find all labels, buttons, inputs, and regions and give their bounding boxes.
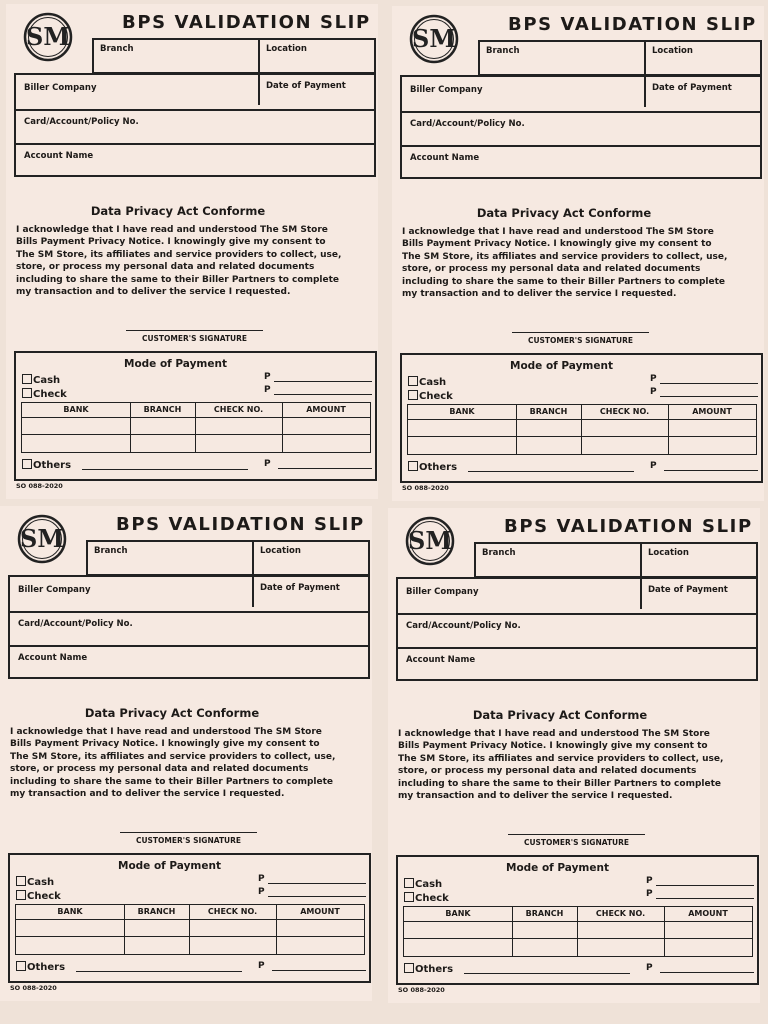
privacy-text: I acknowledge that I have read and understood The SM Store Bills Payment Privacy Notice. I knowingly give my consent to The SM Store, its affiliates and service providers to collect, use, store, or process my personal data and related documents including to share the same to their Biller Partners to complete my transaction and to deliver the service I requested.: [10, 727, 336, 800]
col-branch: BRANCH: [143, 405, 182, 414]
cash-option[interactable]: Cash: [16, 876, 54, 888]
signature-line[interactable]: [508, 834, 645, 835]
col-bank: BANK: [449, 407, 475, 416]
col-branch: BRANCH: [525, 909, 564, 918]
cash-checkbox[interactable]: [404, 878, 414, 888]
check-option[interactable]: Check: [408, 390, 453, 402]
slip-title: BPS VALIDATION SLIP: [508, 14, 757, 35]
signature-line[interactable]: [512, 332, 649, 333]
check-amount-line[interactable]: [656, 898, 754, 899]
form-code: SO 088-2020: [402, 484, 449, 492]
col-bank: BANK: [445, 909, 471, 918]
col-check-no: CHECK NO.: [599, 407, 650, 416]
location-field[interactable]: Location: [260, 546, 301, 556]
cash-option[interactable]: Cash: [22, 374, 60, 386]
privacy-text: I acknowledge that I have read and understood The SM Store Bills Payment Privacy Notice. I knowingly give my consent to The SM Store, its affiliates and service providers to collect, use, store, or process my personal data and related documents including to share the same to their Biller Partners to complete my transaction and to deliver the service I requested.: [402, 227, 728, 300]
validation-slip-4: [388, 508, 760, 1003]
signature-label: CUSTOMER'S SIGNATURE: [135, 836, 242, 845]
check-details-table: [21, 402, 371, 453]
signature-line[interactable]: [120, 832, 257, 833]
others-amount-line[interactable]: [660, 972, 754, 973]
others-checkbox[interactable]: [22, 459, 32, 469]
cash-option[interactable]: Cash: [404, 878, 442, 890]
col-check-no: CHECK NO.: [595, 909, 646, 918]
svg-text:SM: SM: [26, 22, 70, 51]
check-amount-line[interactable]: [274, 394, 372, 395]
others-option[interactable]: Others: [16, 961, 65, 973]
biller-details-box: [8, 575, 370, 679]
others-amount-line[interactable]: [664, 470, 758, 471]
mode-of-payment-title: Mode of Payment: [510, 360, 613, 372]
mode-of-payment-title: Mode of Payment: [118, 860, 221, 872]
mode-of-payment-title: Mode of Payment: [124, 358, 227, 370]
col-bank: BANK: [57, 907, 83, 916]
card-account-field[interactable]: Card/Account/Policy No.: [406, 621, 521, 631]
others-description-line[interactable]: [468, 471, 634, 472]
location-field[interactable]: Location: [266, 44, 307, 54]
col-check-no: CHECK NO.: [213, 405, 264, 414]
mode-of-payment-title: Mode of Payment: [506, 862, 609, 874]
others-description-line[interactable]: [464, 973, 630, 974]
biller-company-field[interactable]: Biller Company: [410, 85, 483, 95]
signature-line[interactable]: [126, 330, 263, 331]
biller-company-field[interactable]: Biller Company: [406, 587, 479, 597]
account-name-field[interactable]: Account Name: [18, 653, 88, 663]
branch-location-box: [478, 40, 762, 76]
check-details-table: [407, 404, 757, 455]
col-amount: AMOUNT: [688, 909, 728, 918]
check-amount-line[interactable]: [268, 896, 366, 897]
branch-location-box: [86, 540, 370, 576]
date-of-payment-field[interactable]: Date of Payment: [260, 583, 340, 593]
card-account-field[interactable]: Card/Account/Policy No.: [24, 117, 139, 127]
form-code: SO 088-2020: [398, 986, 445, 994]
signature-label: CUSTOMER'S SIGNATURE: [141, 334, 248, 343]
mode-of-payment-box: Mode of Payment Cash Check P P BANK BRANCH CHECK NO. AMOUNT Others P: [8, 853, 371, 983]
biller-details-box: [400, 75, 762, 179]
sm-logo-icon: [405, 516, 455, 566]
others-description-line[interactable]: [82, 469, 248, 470]
location-field[interactable]: Location: [648, 548, 689, 558]
cash-option[interactable]: Cash: [408, 376, 446, 388]
col-amount: AMOUNT: [300, 907, 340, 916]
validation-slip-3: [0, 506, 372, 1001]
col-branch: BRANCH: [529, 407, 568, 416]
slip-title: BPS VALIDATION SLIP: [504, 516, 753, 537]
privacy-title: Data Privacy Act Conforme: [90, 204, 266, 218]
biller-details-box: [396, 577, 758, 681]
cash-amount-line[interactable]: [274, 381, 372, 382]
others-checkbox[interactable]: [404, 963, 414, 973]
others-checkbox[interactable]: [16, 961, 26, 971]
check-amount-line[interactable]: [660, 396, 758, 397]
check-checkbox[interactable]: [16, 890, 26, 900]
cash-checkbox[interactable]: [16, 876, 26, 886]
branch-field[interactable]: Branch: [482, 548, 516, 558]
date-of-payment-field[interactable]: Date of Payment: [652, 83, 732, 93]
form-code: SO 088-2020: [10, 984, 57, 992]
col-branch: BRANCH: [137, 907, 176, 916]
check-checkbox[interactable]: [408, 390, 418, 400]
others-option[interactable]: Others: [408, 461, 457, 473]
col-amount: AMOUNT: [692, 407, 732, 416]
location-field[interactable]: Location: [652, 46, 693, 56]
card-account-field[interactable]: Card/Account/Policy No.: [18, 619, 133, 629]
validation-slip-2: [392, 6, 764, 501]
date-of-payment-field[interactable]: Date of Payment: [648, 585, 728, 595]
mode-of-payment-box: Mode of Payment Cash Check P P BANK BRANCH CHECK NO. AMOUNT Others P: [396, 855, 759, 985]
sm-logo-icon: [409, 14, 459, 64]
cash-checkbox[interactable]: [408, 376, 418, 386]
check-option[interactable]: Check: [16, 890, 61, 902]
signature-label: CUSTOMER'S SIGNATURE: [527, 336, 634, 345]
cash-amount-line[interactable]: [656, 885, 754, 886]
col-check-no: CHECK NO.: [207, 907, 258, 916]
mode-of-payment-box: Mode of Payment Cash Check P P BANK BRANCH CHECK NO. AMOUNT Others P: [14, 351, 377, 481]
branch-location-box: [92, 38, 376, 74]
col-bank: BANK: [63, 405, 89, 414]
others-description-line[interactable]: [76, 971, 242, 972]
others-option[interactable]: Others: [22, 459, 71, 471]
check-details-table: [403, 906, 753, 957]
privacy-text: I acknowledge that I have read and understood The SM Store Bills Payment Privacy Notice. I knowingly give my consent to The SM Store, its affiliates and service providers to collect, use, store, or process my personal data and related documents including to share the same to their Biller Partners to complete my transaction and to deliver the service I requested.: [16, 225, 342, 298]
privacy-title: Data Privacy Act Conforme: [472, 708, 648, 722]
privacy-title: Data Privacy Act Conforme: [84, 706, 260, 720]
privacy-text: I acknowledge that I have read and understood The SM Store Bills Payment Privacy Notice. I knowingly give my consent to The SM Store, its affiliates and service providers to collect, use, store, or process my personal data and related documents including to share the same to their Biller Partners to complete my transaction and to deliver the service I requested.: [398, 729, 724, 802]
account-name-field[interactable]: Account Name: [410, 153, 480, 163]
date-of-payment-field[interactable]: Date of Payment: [266, 81, 346, 91]
cash-amount-line[interactable]: [660, 383, 758, 384]
validation-slip-1: [6, 4, 378, 499]
svg-text:SM: SM: [408, 526, 452, 555]
branch-field[interactable]: Branch: [486, 46, 520, 56]
branch-field[interactable]: Branch: [100, 44, 134, 54]
check-option[interactable]: Check: [404, 892, 449, 904]
biller-company-field[interactable]: Biller Company: [18, 585, 91, 595]
sm-logo-icon: [17, 514, 67, 564]
slip-title: BPS VALIDATION SLIP: [116, 514, 365, 535]
check-checkbox[interactable]: [404, 892, 414, 902]
others-amount-line[interactable]: [278, 468, 372, 469]
col-amount: AMOUNT: [306, 405, 346, 414]
branch-location-box: [474, 542, 758, 578]
svg-text:SM: SM: [412, 24, 456, 53]
others-amount-line[interactable]: [272, 970, 366, 971]
biller-company-field[interactable]: Biller Company: [24, 83, 97, 93]
cash-amount-line[interactable]: [268, 883, 366, 884]
account-name-field[interactable]: Account Name: [24, 151, 94, 161]
form-code: SO 088-2020: [16, 482, 63, 490]
signature-label: CUSTOMER'S SIGNATURE: [523, 838, 630, 847]
mode-of-payment-box: Mode of Payment Cash Check P P BANK BRANCH CHECK NO. AMOUNT Others P: [400, 353, 763, 483]
others-option[interactable]: Others: [404, 963, 453, 975]
others-checkbox[interactable]: [408, 461, 418, 471]
check-option[interactable]: Check: [22, 388, 67, 400]
check-checkbox[interactable]: [22, 388, 32, 398]
biller-details-box: [14, 73, 376, 177]
cash-checkbox[interactable]: [22, 374, 32, 384]
sm-logo-icon: [23, 12, 73, 62]
slip-title: BPS VALIDATION SLIP: [122, 12, 371, 33]
check-details-table: [15, 904, 365, 955]
branch-field[interactable]: Branch: [94, 546, 128, 556]
privacy-title: Data Privacy Act Conforme: [476, 206, 652, 220]
svg-text:SM: SM: [20, 524, 64, 553]
card-account-field[interactable]: Card/Account/Policy No.: [410, 119, 525, 129]
account-name-field[interactable]: Account Name: [406, 655, 476, 665]
